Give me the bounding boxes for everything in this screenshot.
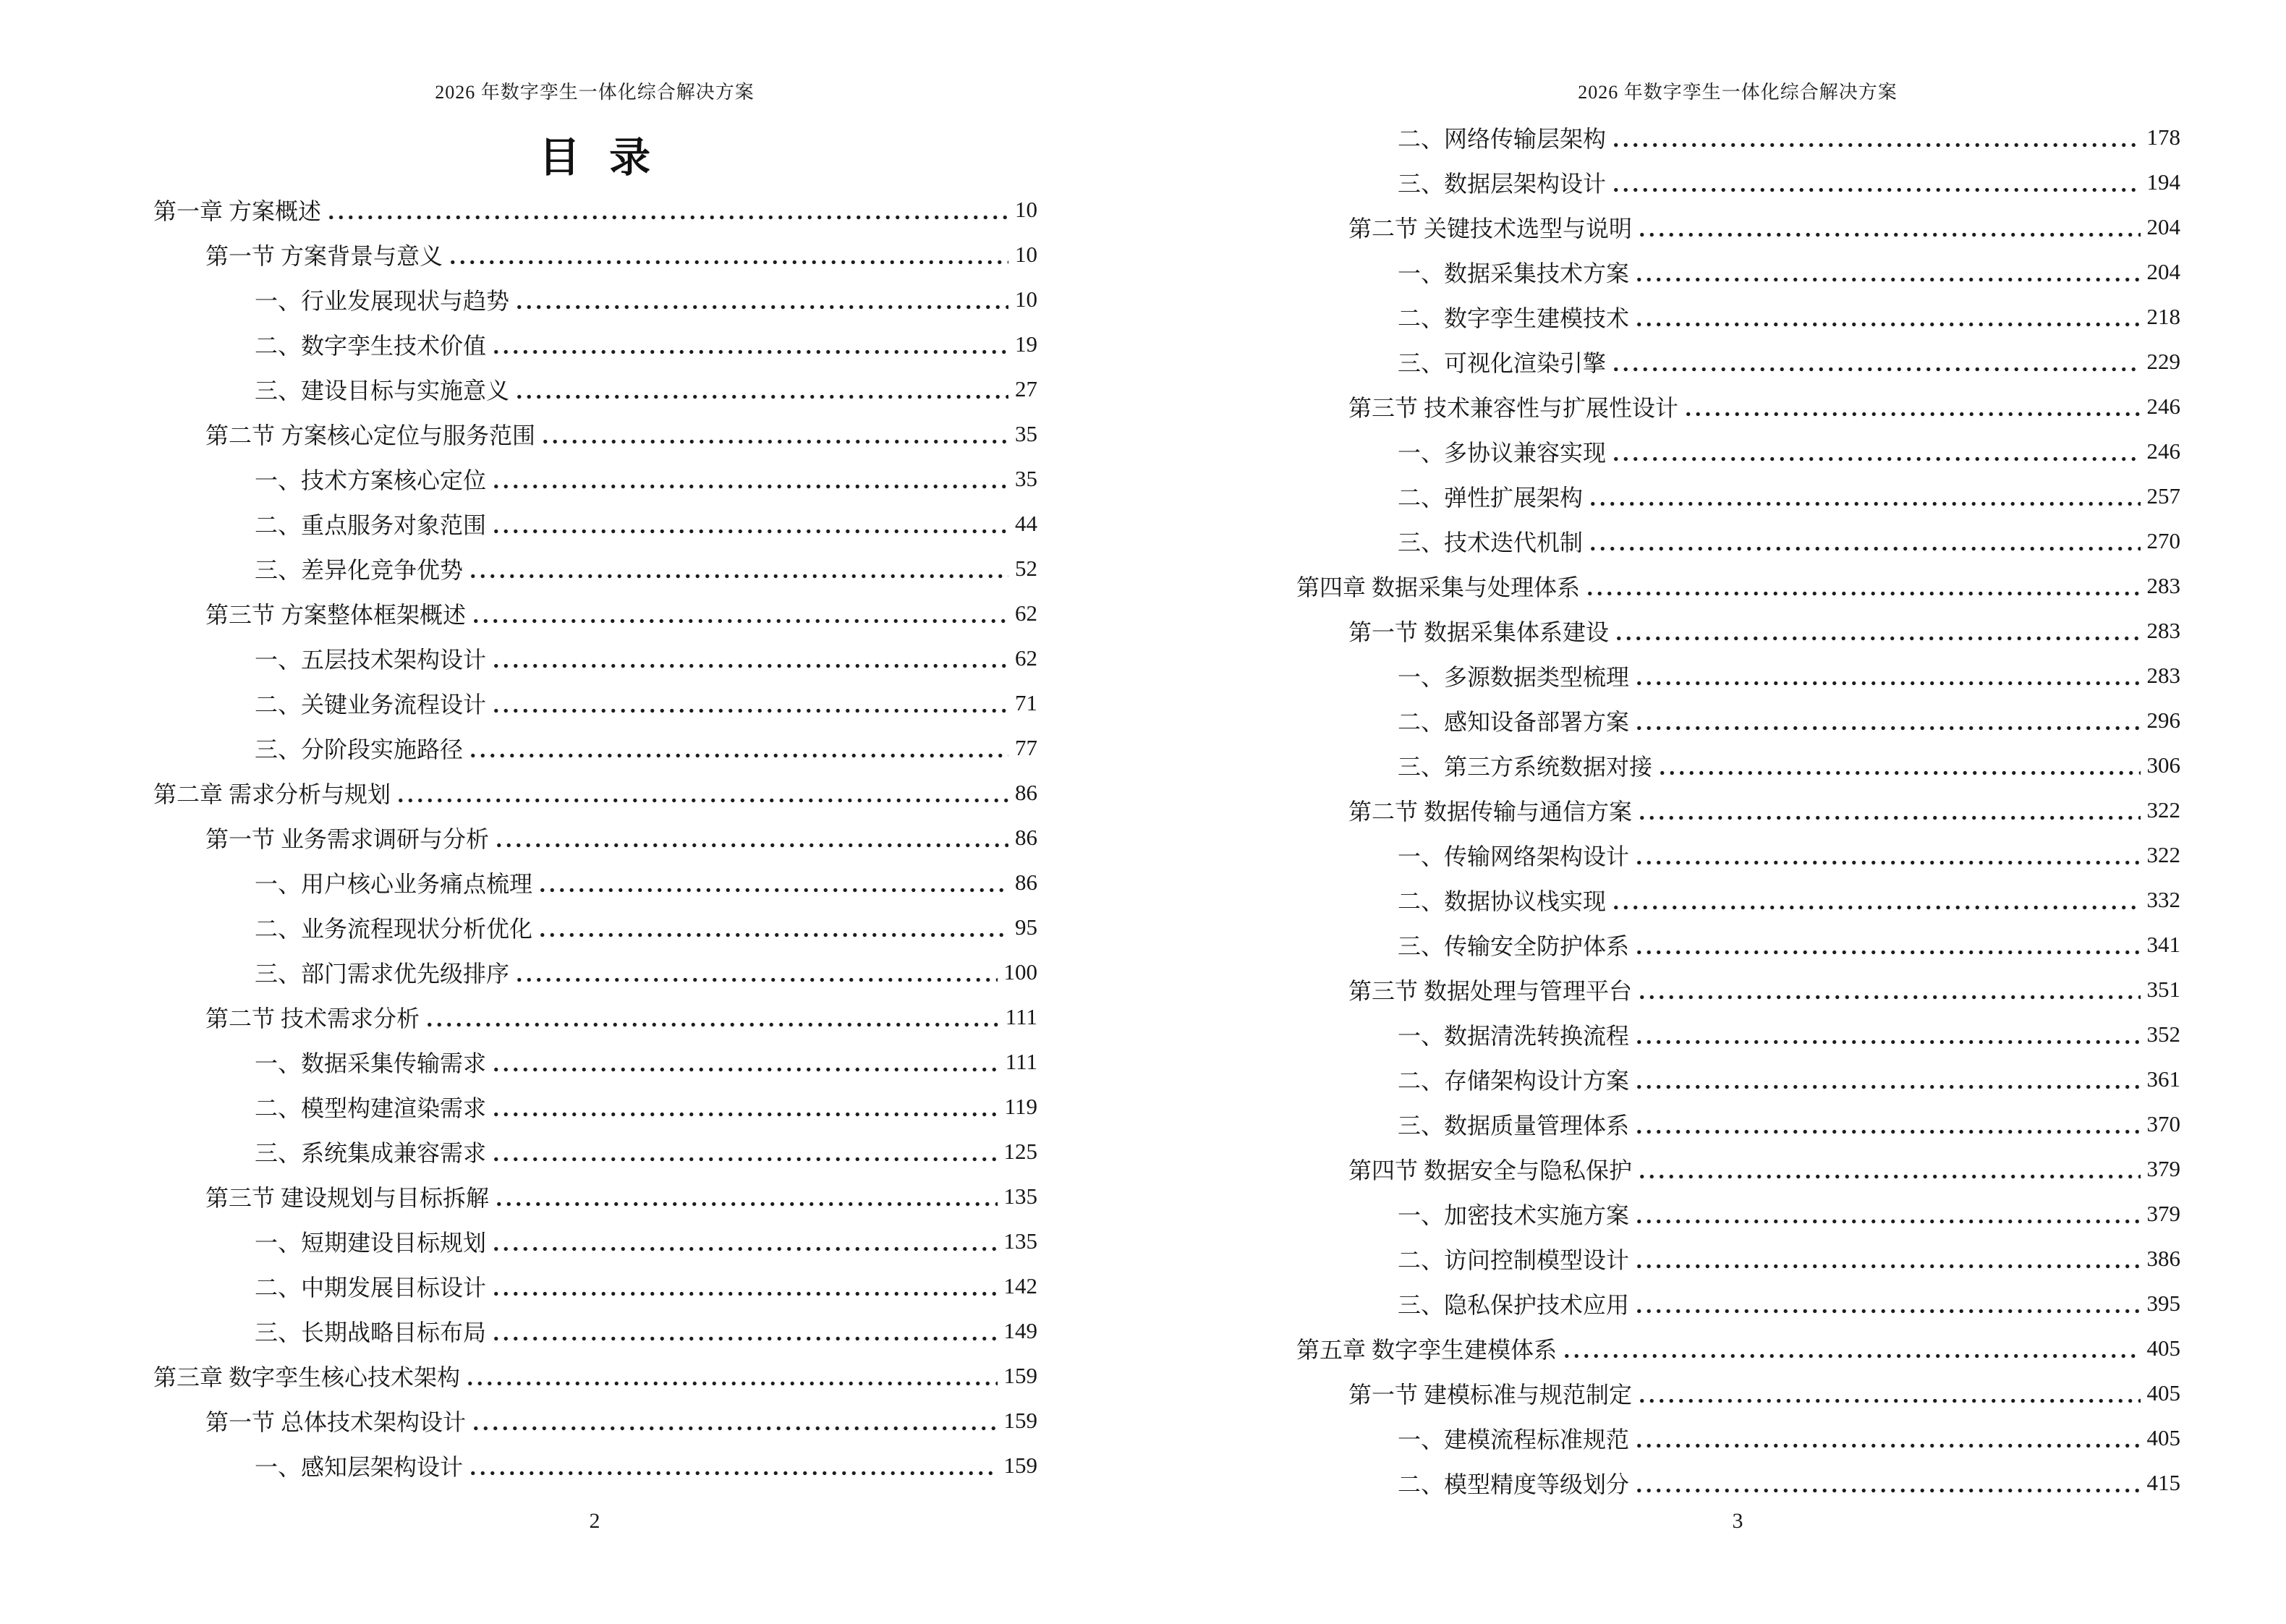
dot-leader xyxy=(1634,1012,2140,1057)
toc-entry-title: 三、隐私保护技术应用 xyxy=(1398,1292,1630,1318)
dot-leader xyxy=(471,1398,997,1443)
toc-entry-title: 二、重点服务对象范围 xyxy=(255,512,487,538)
dot-leader xyxy=(1634,294,2140,339)
toc-entry[interactable] xyxy=(1296,294,2180,339)
toc-entry[interactable] xyxy=(1296,429,2180,474)
dot-leader xyxy=(491,681,1008,726)
dot-leader xyxy=(514,367,1008,412)
toc-entry[interactable] xyxy=(1296,1371,2180,1416)
toc-entry-title: 第一节 总体技术架构设计 xyxy=(205,1409,467,1435)
toc-entry[interactable] xyxy=(153,1040,1037,1084)
dot-leader xyxy=(1634,698,2140,743)
dot-leader xyxy=(1585,564,2140,608)
toc-entry-page-number: 270 xyxy=(2146,528,2180,553)
toc-entry-title: 第二章 需求分析与规划 xyxy=(153,781,391,807)
toc-entry-title: 一、建模流程标准规范 xyxy=(1398,1427,1630,1453)
toc-entry-page-number: 306 xyxy=(2146,752,2180,778)
toc-entry-title: 三、数据质量管理体系 xyxy=(1398,1113,1630,1139)
toc-entry-page-number: 361 xyxy=(2146,1066,2180,1092)
toc-entry[interactable] xyxy=(1296,833,2180,877)
toc-entry-page-number: 370 xyxy=(2146,1111,2180,1136)
toc-title: 目 录 xyxy=(538,135,651,181)
dot-leader xyxy=(465,1353,997,1398)
toc-entry[interactable] xyxy=(153,322,1037,367)
dot-leader xyxy=(396,770,1008,815)
toc-entry[interactable] xyxy=(1296,1191,2180,1236)
toc-entry-title: 第二节 技术需求分析 xyxy=(205,1006,420,1032)
dot-leader xyxy=(540,412,1008,456)
toc-entry-page-number: 257 xyxy=(2146,483,2180,509)
toc-entry-page-number: 44 xyxy=(1015,511,1037,536)
toc-entry-title: 三、传输安全防护体系 xyxy=(1398,933,1630,959)
dot-leader xyxy=(1634,1281,2140,1326)
dot-leader xyxy=(1634,1461,2140,1505)
toc-entry-page-number: 62 xyxy=(1015,645,1037,671)
toc-list-left xyxy=(153,187,1037,1488)
toc-entry-page-number: 135 xyxy=(1003,1183,1037,1209)
toc-entry-page-number: 10 xyxy=(1015,197,1037,222)
toc-entry[interactable] xyxy=(153,950,1037,995)
toc-entry[interactable] xyxy=(153,995,1037,1040)
toc-entry[interactable] xyxy=(153,860,1037,905)
dot-leader xyxy=(491,1129,997,1174)
toc-entry-title: 三、部门需求优先级排序 xyxy=(255,961,510,987)
dot-leader xyxy=(1562,1326,2140,1371)
dot-leader xyxy=(1637,967,2140,1012)
toc-entry-title: 三、系统集成兼容需求 xyxy=(255,1140,487,1166)
toc-entry-title: 一、短期建设目标规划 xyxy=(255,1230,487,1256)
toc-entry-page-number: 142 xyxy=(1003,1273,1037,1298)
toc-entry[interactable] xyxy=(153,546,1037,591)
toc-entry-page-number: 405 xyxy=(2146,1425,2180,1450)
dot-leader xyxy=(1611,339,2140,384)
dot-leader xyxy=(537,905,1008,950)
dot-leader xyxy=(468,1443,997,1488)
toc-entry[interactable] xyxy=(1296,1147,2180,1191)
toc-entry[interactable] xyxy=(1296,564,2180,608)
toc-entry[interactable] xyxy=(1296,115,2180,160)
dot-leader xyxy=(491,501,1008,546)
toc-entry-title: 第二节 方案核心定位与服务范围 xyxy=(205,422,536,448)
toc-entry[interactable] xyxy=(153,232,1037,277)
toc-entry-page-number: 341 xyxy=(2146,932,2180,957)
toc-entry[interactable] xyxy=(1296,922,2180,967)
toc-entry-title: 二、数据协议栈实现 xyxy=(1398,888,1607,914)
toc-entry-title: 二、业务流程现状分析优化 xyxy=(255,916,533,942)
toc-entry-title: 三、数据层架构设计 xyxy=(1398,171,1607,197)
dot-leader xyxy=(491,1219,997,1264)
toc-entry-page-number: 405 xyxy=(2146,1380,2180,1406)
toc-entry-page-number: 159 xyxy=(1003,1363,1037,1388)
dot-leader xyxy=(1657,743,2140,788)
toc-entry[interactable] xyxy=(1296,1416,2180,1461)
toc-entry[interactable] xyxy=(1296,743,2180,788)
toc-entry-page-number: 27 xyxy=(1015,376,1037,401)
toc-entry-page-number: 159 xyxy=(1003,1453,1037,1478)
dot-leader xyxy=(1611,160,2140,205)
toc-entry-title: 三、长期战略目标布局 xyxy=(255,1319,487,1345)
toc-entry-title: 一、多协议兼容实现 xyxy=(1398,440,1607,466)
toc-entry-page-number: 395 xyxy=(2146,1291,2180,1316)
toc-entry[interactable] xyxy=(1296,1012,2180,1057)
toc-entry[interactable] xyxy=(153,1398,1037,1443)
toc-entry-page-number: 71 xyxy=(1015,690,1037,715)
toc-entry-title: 一、用户核心业务痛点梳理 xyxy=(255,871,533,897)
toc-entry-title: 二、中期发展目标设计 xyxy=(255,1275,487,1301)
toc-entry[interactable] xyxy=(153,1219,1037,1264)
toc-entry[interactable] xyxy=(153,1174,1037,1219)
toc-entry-page-number: 19 xyxy=(1015,331,1037,357)
dot-leader xyxy=(1634,1236,2140,1281)
toc-entry-page-number: 125 xyxy=(1003,1139,1037,1164)
toc-entry-page-number: 283 xyxy=(2146,663,2180,688)
toc-entry-page-number: 351 xyxy=(2146,977,2180,1002)
dot-leader xyxy=(514,950,997,995)
dot-leader xyxy=(1637,1147,2140,1191)
dot-leader xyxy=(1634,250,2140,294)
toc-entry[interactable] xyxy=(1296,698,2180,743)
dot-leader xyxy=(491,1309,997,1353)
toc-entry-page-number: 135 xyxy=(1003,1228,1037,1254)
toc-entry-title: 第三节 建设规划与目标拆解 xyxy=(205,1185,490,1211)
toc-entry-title: 第三节 数据处理与管理平台 xyxy=(1348,978,1633,1004)
toc-entry-page-number: 86 xyxy=(1015,825,1037,850)
toc-entry[interactable] xyxy=(1296,519,2180,564)
toc-entry-title: 一、数据采集传输需求 xyxy=(255,1050,487,1076)
toc-entry[interactable] xyxy=(153,501,1037,546)
dot-leader xyxy=(326,187,1008,232)
toc-entry-title: 第一节 数据采集体系建设 xyxy=(1348,619,1610,645)
toc-entry-page-number: 62 xyxy=(1015,600,1037,626)
toc-entry-title: 第一节 建模标准与规范制定 xyxy=(1348,1382,1633,1408)
toc-entry-page-number: 218 xyxy=(2146,304,2180,329)
toc-entry-page-number: 95 xyxy=(1015,914,1037,940)
toc-entry-page-number: 86 xyxy=(1015,870,1037,895)
toc-entry[interactable] xyxy=(1296,384,2180,429)
toc-entry[interactable] xyxy=(1296,250,2180,294)
dot-leader xyxy=(1614,608,2140,653)
toc-entry[interactable] xyxy=(1296,967,2180,1012)
toc-entry[interactable] xyxy=(1296,1281,2180,1326)
toc-entry-title: 二、数字孪生技术价值 xyxy=(255,333,487,359)
page-number-footer: 3 xyxy=(1732,1509,1743,1533)
toc-entry-page-number: 149 xyxy=(1003,1318,1037,1343)
toc-entry-title: 二、弹性扩展架构 xyxy=(1398,485,1584,511)
toc-entry[interactable] xyxy=(1296,474,2180,519)
toc-entry[interactable] xyxy=(153,1443,1037,1488)
toc-entry-title: 一、行业发展现状与趋势 xyxy=(255,288,510,314)
dot-leader xyxy=(448,232,1008,277)
toc-entry-page-number: 204 xyxy=(2146,214,2180,239)
toc-list-right xyxy=(1296,115,2180,1505)
toc-entry-title: 第三节 方案整体框架概述 xyxy=(205,602,467,628)
dot-leader xyxy=(1588,474,2140,519)
toc-entry[interactable] xyxy=(153,277,1037,322)
toc-entry-title: 第五章 数字孪生建模体系 xyxy=(1296,1337,1558,1363)
toc-entry-page-number: 111 xyxy=(1005,1049,1037,1074)
toc-entry[interactable] xyxy=(1296,205,2180,250)
dot-leader xyxy=(514,277,1008,322)
toc-entry-page-number: 386 xyxy=(2146,1246,2180,1271)
toc-entry-title: 二、感知设备部署方案 xyxy=(1398,709,1630,735)
toc-entry-page-number: 246 xyxy=(2146,394,2180,419)
toc-entry-page-number: 379 xyxy=(2146,1201,2180,1226)
toc-entry-title: 二、数字孪生建模技术 xyxy=(1398,305,1630,331)
toc-entry-title: 三、技术迭代机制 xyxy=(1398,530,1584,556)
toc-entry-title: 三、建设目标与实施意义 xyxy=(255,378,510,404)
toc-entry[interactable] xyxy=(153,1129,1037,1174)
toc-entry-page-number: 322 xyxy=(2146,842,2180,867)
toc-entry-page-number: 77 xyxy=(1015,735,1037,760)
toc-entry[interactable] xyxy=(1296,1461,2180,1505)
toc-entry-page-number: 379 xyxy=(2146,1156,2180,1181)
toc-entry[interactable] xyxy=(153,1084,1037,1129)
dot-leader xyxy=(491,322,1008,367)
toc-entry-title: 第四节 数据安全与隐私保护 xyxy=(1348,1157,1633,1183)
toc-entry[interactable] xyxy=(1296,608,2180,653)
dot-leader xyxy=(1637,205,2140,250)
toc-entry[interactable] xyxy=(153,636,1037,681)
dot-leader xyxy=(537,860,1008,905)
toc-entry-page-number: 415 xyxy=(2146,1470,2180,1495)
toc-entry[interactable] xyxy=(153,681,1037,726)
dot-leader xyxy=(1634,1191,2140,1236)
toc-entry-page-number: 322 xyxy=(2146,797,2180,822)
toc-entry[interactable] xyxy=(1296,877,2180,922)
toc-entry[interactable] xyxy=(1296,1057,2180,1102)
dot-leader xyxy=(491,1040,999,1084)
toc-entry-title: 一、传输网络架构设计 xyxy=(1398,843,1630,870)
dot-leader xyxy=(1634,1102,2140,1147)
toc-entry-page-number: 332 xyxy=(2146,887,2180,912)
toc-entry-title: 二、关键业务流程设计 xyxy=(255,692,487,718)
toc-entry[interactable] xyxy=(153,905,1037,950)
toc-entry[interactable] xyxy=(153,412,1037,456)
dot-leader xyxy=(1683,384,2140,429)
dot-leader xyxy=(1637,1371,2140,1416)
toc-entry-page-number: 283 xyxy=(2146,618,2180,643)
toc-entry-page-number: 86 xyxy=(1015,780,1037,805)
toc-entry[interactable] xyxy=(153,815,1037,860)
toc-entry-title: 一、加密技术实施方案 xyxy=(1398,1202,1630,1228)
toc-entry[interactable] xyxy=(153,1353,1037,1398)
toc-entry-title: 二、存储架构设计方案 xyxy=(1398,1068,1630,1094)
toc-entry[interactable] xyxy=(153,187,1037,232)
toc-page-right xyxy=(1143,0,2286,1624)
toc-entry-page-number: 178 xyxy=(2146,124,2180,150)
toc-entry[interactable] xyxy=(153,591,1037,636)
dot-leader xyxy=(1634,1057,2140,1102)
toc-entry-title: 第一节 业务需求调研与分析 xyxy=(205,826,490,852)
toc-entry-page-number: 352 xyxy=(2146,1021,2180,1047)
toc-entry-title: 三、分阶段实施路径 xyxy=(255,736,464,762)
toc-entry-title: 二、网络传输层架构 xyxy=(1398,126,1607,152)
toc-entry-page-number: 204 xyxy=(2146,259,2180,284)
toc-entry-page-number: 111 xyxy=(1005,1004,1037,1029)
toc-entry-page-number: 283 xyxy=(2146,573,2180,598)
dot-leader xyxy=(471,591,1008,636)
toc-entry-page-number: 159 xyxy=(1003,1408,1037,1433)
document-header: 2026 年数字孪生一体化综合解决方案 xyxy=(435,82,755,103)
toc-entry-page-number: 35 xyxy=(1015,466,1037,491)
toc-entry-page-number: 10 xyxy=(1015,242,1037,267)
toc-entry[interactable] xyxy=(1296,788,2180,833)
toc-entry[interactable] xyxy=(1296,1326,2180,1371)
toc-entry-page-number: 405 xyxy=(2146,1335,2180,1361)
toc-entry[interactable] xyxy=(153,456,1037,501)
toc-entry[interactable] xyxy=(153,367,1037,412)
toc-entry-title: 第三章 数字孪生核心技术架构 xyxy=(153,1364,461,1390)
toc-entry-page-number: 296 xyxy=(2146,707,2180,733)
toc-entry[interactable] xyxy=(153,1264,1037,1309)
dot-leader xyxy=(494,815,1008,860)
dot-leader xyxy=(491,456,1008,501)
toc-entry-title: 第二节 数据传输与通信方案 xyxy=(1348,799,1633,825)
dot-leader xyxy=(491,1084,998,1129)
toc-entry-page-number: 119 xyxy=(1004,1094,1037,1119)
toc-entry-title: 第一章 方案概述 xyxy=(153,198,322,224)
dot-leader xyxy=(468,726,1008,770)
toc-entry-page-number: 100 xyxy=(1003,959,1037,985)
dot-leader xyxy=(1634,833,2140,877)
toc-entry[interactable] xyxy=(1296,1102,2180,1147)
dot-leader xyxy=(491,1264,997,1309)
toc-entry-title: 一、数据清洗转换流程 xyxy=(1398,1023,1630,1049)
dot-leader xyxy=(491,636,1008,681)
toc-entry-page-number: 10 xyxy=(1015,286,1037,312)
toc-entry-title: 第二节 关键技术选型与说明 xyxy=(1348,216,1633,242)
toc-entry-title: 一、多源数据类型梳理 xyxy=(1398,664,1630,690)
toc-entry-title: 第四章 数据采集与处理体系 xyxy=(1296,574,1581,600)
toc-entry-page-number: 246 xyxy=(2146,438,2180,464)
dot-leader xyxy=(1611,877,2140,922)
toc-entry-title: 二、模型精度等级划分 xyxy=(1398,1471,1630,1497)
toc-entry-page-number: 194 xyxy=(2146,169,2180,195)
toc-entry-title: 三、差异化竞争优势 xyxy=(255,557,464,583)
toc-entry-title: 二、访问控制模型设计 xyxy=(1398,1247,1630,1273)
dot-leader xyxy=(425,995,999,1040)
toc-entry-title: 三、可视化渲染引擎 xyxy=(1398,350,1607,376)
toc-entry-page-number: 229 xyxy=(2146,349,2180,374)
toc-entry-page-number: 52 xyxy=(1015,556,1037,581)
toc-entry[interactable] xyxy=(1296,1236,2180,1281)
dot-leader xyxy=(1588,519,2140,564)
toc-entry-page-number: 35 xyxy=(1015,421,1037,446)
toc-entry-title: 二、模型构建渲染需求 xyxy=(255,1095,487,1121)
toc-entry[interactable] xyxy=(153,1309,1037,1353)
page-number-footer: 2 xyxy=(589,1509,600,1533)
dot-leader xyxy=(1611,429,2140,474)
toc-entry[interactable] xyxy=(1296,339,2180,384)
dot-leader xyxy=(1611,115,2140,160)
toc-entry[interactable] xyxy=(153,770,1037,815)
dot-leader xyxy=(1634,922,2140,967)
dot-leader xyxy=(1634,653,2140,698)
toc-entry[interactable] xyxy=(1296,160,2180,205)
toc-entry-title: 一、五层技术架构设计 xyxy=(255,647,487,673)
toc-entry[interactable] xyxy=(153,726,1037,770)
dot-leader xyxy=(1634,1416,2140,1461)
toc-entry-title: 一、技术方案核心定位 xyxy=(255,467,487,493)
dot-leader xyxy=(494,1174,997,1219)
toc-entry-title: 三、第三方系统数据对接 xyxy=(1398,754,1653,780)
dot-leader xyxy=(468,546,1008,591)
toc-entry-title: 第一节 方案背景与意义 xyxy=(205,243,443,269)
toc-entry-title: 第三节 技术兼容性与扩展性设计 xyxy=(1348,395,1679,421)
toc-entry-title: 一、数据采集技术方案 xyxy=(1398,260,1630,286)
document-header: 2026 年数字孪生一体化综合解决方案 xyxy=(1578,82,1898,103)
toc-entry-title: 一、感知层架构设计 xyxy=(255,1454,464,1480)
dot-leader xyxy=(1637,788,2140,833)
toc-entry[interactable] xyxy=(1296,653,2180,698)
